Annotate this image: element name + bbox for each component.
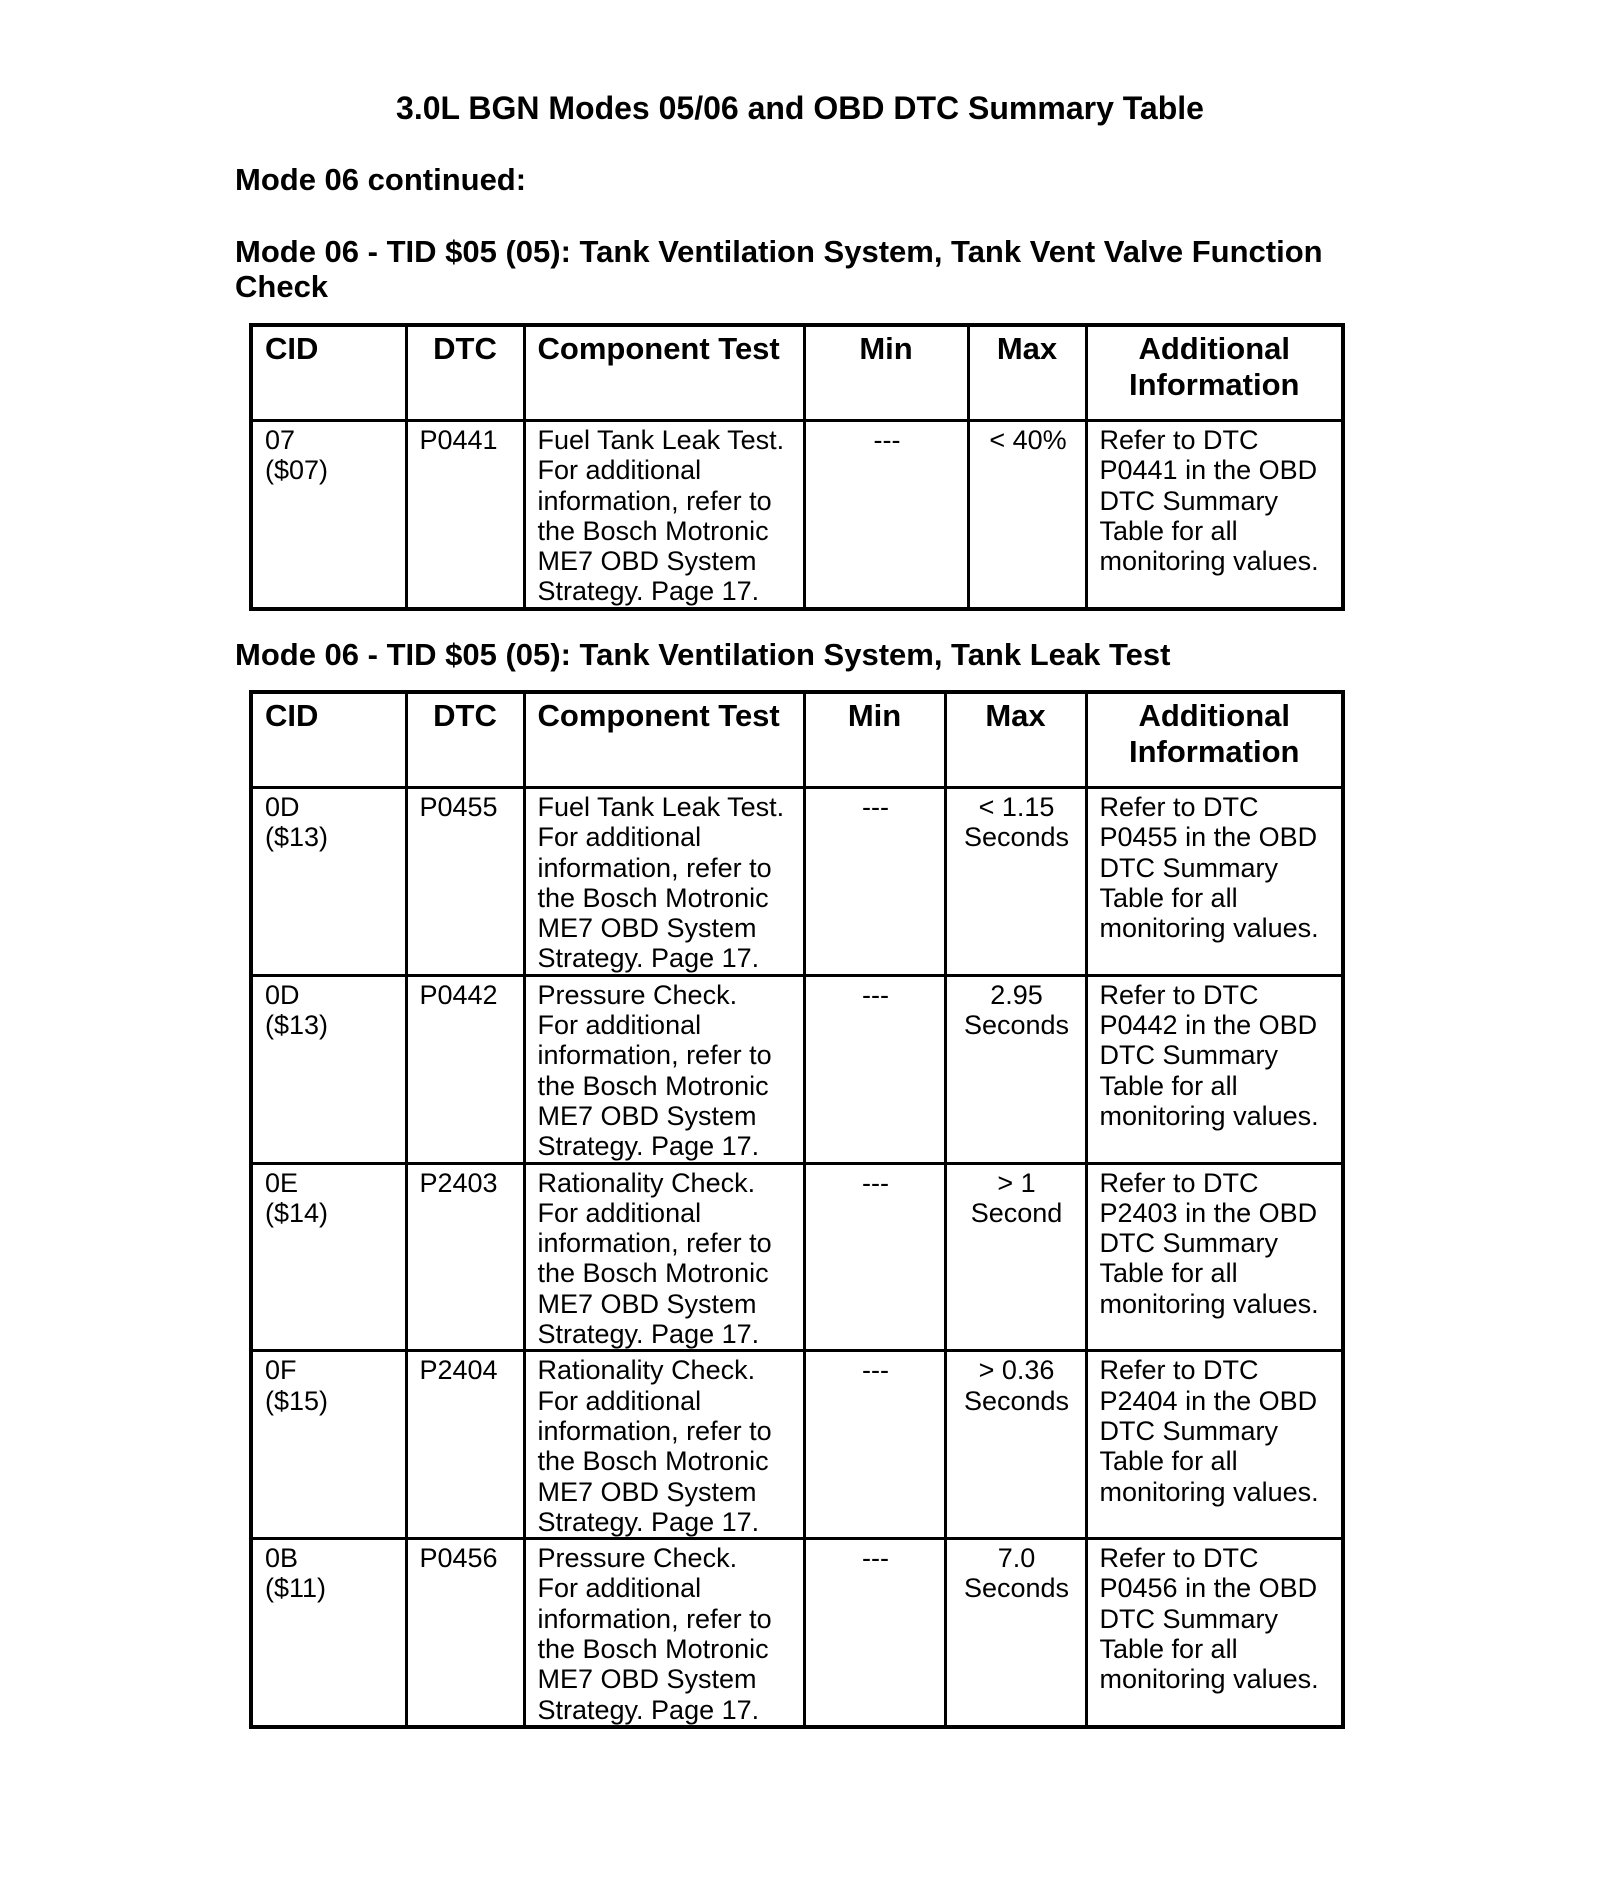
info-line: Refer to DTC <box>1099 1167 1259 1198</box>
col-header-cid: CID <box>251 692 406 788</box>
tank-leak-table <box>249 690 1345 1729</box>
component-test-line: Strategy. Page 17. <box>537 1319 760 1350</box>
info-line: Table for all <box>1099 1634 1238 1665</box>
cid-cell <box>251 1351 406 1539</box>
max-value: > 1 <box>997 1167 1036 1198</box>
additional-info-cell <box>1086 788 1343 976</box>
info-line: monitoring values. <box>1099 1476 1319 1507</box>
component-test-line: the Bosch Motronic <box>537 1634 769 1665</box>
col-header-dtc: DTC <box>406 692 524 788</box>
max-unit: Seconds <box>963 1010 1070 1041</box>
component-test-line: For additional <box>537 1010 702 1041</box>
cid-value: 0E <box>265 1167 299 1198</box>
max-cell <box>945 1163 1086 1351</box>
min-cell: --- <box>804 421 968 609</box>
max-cell <box>945 1539 1086 1727</box>
additional-info-cell <box>1086 1539 1343 1727</box>
dtc-cell: P0442 <box>406 975 524 1163</box>
component-test-line: information, refer to <box>537 1603 772 1634</box>
info-line: monitoring values. <box>1099 1288 1319 1319</box>
info-line: monitoring values. <box>1099 546 1319 577</box>
cid-hex-value: ($07) <box>265 455 329 486</box>
info-line: DTC Summary <box>1099 852 1279 883</box>
info-line: DTC Summary <box>1099 1415 1279 1446</box>
component-test-line: Strategy. Page 17. <box>537 576 760 607</box>
info-line: Refer to DTC <box>1099 1543 1259 1574</box>
cid-hex-value: ($11) <box>265 1573 327 1604</box>
component-test-line: For additional <box>537 1197 702 1228</box>
component-test-line: Strategy. Page 17. <box>537 943 760 974</box>
additional-info-cell <box>1086 1351 1343 1539</box>
component-test-line: the Bosch Motronic <box>537 1446 769 1477</box>
table-row <box>251 975 1343 1163</box>
section-heading-vent-valve: Mode 06 - TID $05 (05): Tank Ventilation System, Tank Vent Valve Function Check <box>235 234 1323 304</box>
component-test-line: information, refer to <box>537 485 772 516</box>
col-header-cid: CID <box>251 325 406 421</box>
component-test-line: Fuel Tank Leak Test. <box>537 792 785 822</box>
cid-hex-value: ($13) <box>265 1010 329 1041</box>
cid-hex-value: ($14) <box>265 1197 329 1228</box>
info-line: DTC Summary <box>1099 1603 1279 1634</box>
info-line: DTC Summary <box>1099 485 1279 516</box>
cid-cell <box>251 1539 406 1727</box>
max-unit: Second <box>970 1197 1063 1228</box>
info-line: DTC Summary <box>1099 1040 1279 1071</box>
component-test-cell <box>524 1163 804 1351</box>
min-cell: --- <box>804 1351 945 1539</box>
info-line: DTC Summary <box>1099 1228 1279 1259</box>
col-header-max: Max <box>945 692 1086 788</box>
component-test-line: For additional <box>537 1385 702 1416</box>
info-line: monitoring values. <box>1099 913 1319 944</box>
cid-value: 07 <box>265 425 296 455</box>
component-test-line: the Bosch Motronic <box>537 882 769 913</box>
component-test-cell <box>524 788 804 976</box>
component-test-cell <box>524 1539 804 1727</box>
cid-cell <box>251 975 406 1163</box>
component-test-line: Pressure Check. <box>537 1543 738 1574</box>
component-test-line: the Bosch Motronic <box>537 1258 769 1289</box>
info-line: P0442 in the OBD <box>1099 1010 1318 1041</box>
component-test-line: Strategy. Page 17. <box>537 1506 760 1537</box>
component-test-line: ME7 OBD System <box>537 1288 757 1319</box>
max-cell <box>945 788 1086 976</box>
min-cell: --- <box>804 1163 945 1351</box>
component-test-line: ME7 OBD System <box>537 1664 757 1695</box>
cid-value: 0F <box>265 1355 297 1386</box>
col-header-min: Min <box>804 692 945 788</box>
cid-value: 0D <box>265 792 300 822</box>
info-line: Table for all <box>1099 882 1238 913</box>
cid-cell <box>251 1163 406 1351</box>
info-line: P2404 in the OBD <box>1099 1385 1318 1416</box>
max-value: > 0.36 <box>978 1355 1055 1386</box>
component-test-line: For additional <box>537 1573 702 1604</box>
cid-cell <box>251 421 406 609</box>
cid-value: 0D <box>265 979 300 1010</box>
component-test-line: For additional <box>537 455 702 486</box>
table-row <box>251 1539 1343 1727</box>
component-test-line: Strategy. Page 17. <box>537 1694 760 1725</box>
component-test-cell <box>524 421 804 609</box>
component-test-line: For additional <box>537 822 702 853</box>
max-value: < 1.15 <box>978 792 1055 822</box>
dtc-cell: P2404 <box>406 1351 524 1539</box>
continued-label: Mode 06 continued: <box>235 162 527 197</box>
table-row <box>251 1351 1343 1539</box>
max-cell <box>968 421 1086 609</box>
max-unit: Seconds <box>963 822 1070 853</box>
min-cell: --- <box>804 1539 945 1727</box>
max-value: < 40% <box>989 425 1067 455</box>
table-header-row <box>251 692 1343 788</box>
info-line: Refer to DTC <box>1099 425 1259 455</box>
col-header-component-test: Component Test <box>524 692 804 788</box>
info-line: Refer to DTC <box>1099 1355 1259 1386</box>
component-test-line: Rationality Check. <box>537 1355 756 1386</box>
component-test-line: the Bosch Motronic <box>537 515 769 546</box>
component-test-line: ME7 OBD System <box>537 1476 757 1507</box>
dtc-cell: P0456 <box>406 1539 524 1727</box>
table-row <box>251 788 1343 976</box>
table-row <box>251 1163 1343 1351</box>
component-test-line: Rationality Check. <box>537 1167 756 1198</box>
component-test-line: the Bosch Motronic <box>537 1070 769 1101</box>
info-line: Table for all <box>1099 1070 1238 1101</box>
additional-info-cell <box>1086 1163 1343 1351</box>
max-unit: Seconds <box>963 1573 1070 1604</box>
max-unit: Seconds <box>963 1385 1070 1416</box>
cid-hex-value: ($15) <box>265 1385 329 1416</box>
component-test-line: Strategy. Page 17. <box>537 1131 760 1162</box>
component-test-line: ME7 OBD System <box>537 913 757 944</box>
info-line: Table for all <box>1099 1258 1238 1289</box>
section-heading-tank-leak: Mode 06 - TID $05 (05): Tank Ventilation System, Tank Leak Test <box>235 637 1171 672</box>
component-test-line: ME7 OBD System <box>537 546 757 577</box>
info-line: P0456 in the OBD <box>1099 1573 1318 1604</box>
min-cell: --- <box>804 788 945 976</box>
info-line: Refer to DTC <box>1099 792 1259 822</box>
component-test-cell <box>524 1351 804 1539</box>
component-test-line: information, refer to <box>537 1228 772 1259</box>
col-header-additional-information: Additional Information <box>1086 692 1343 788</box>
info-line: P2403 in the OBD <box>1099 1197 1318 1228</box>
info-line: monitoring values. <box>1099 1664 1319 1695</box>
additional-info-cell <box>1086 975 1343 1163</box>
component-test-line: Pressure Check. <box>537 979 738 1010</box>
col-header-component-test: Component Test <box>524 325 804 421</box>
max-cell <box>945 1351 1086 1539</box>
max-value: 7.0 <box>997 1543 1036 1574</box>
vent-valve-table <box>249 323 1345 611</box>
component-test-line: ME7 OBD System <box>537 1100 757 1131</box>
info-line: Table for all <box>1099 515 1238 546</box>
dtc-cell: P0455 <box>406 788 524 976</box>
component-test-line: information, refer to <box>537 852 772 883</box>
additional-info-cell <box>1086 421 1343 609</box>
min-cell: --- <box>804 975 945 1163</box>
component-test-cell <box>524 975 804 1163</box>
col-header-dtc: DTC <box>406 325 524 421</box>
col-header-min: Min <box>804 325 968 421</box>
info-line: Refer to DTC <box>1099 979 1259 1010</box>
col-header-max: Max <box>968 325 1086 421</box>
cid-value: 0B <box>265 1543 299 1574</box>
table-header-row <box>251 325 1343 421</box>
info-line: Table for all <box>1099 1446 1238 1477</box>
max-cell <box>945 975 1086 1163</box>
cid-hex-value: ($13) <box>265 822 329 853</box>
component-test-line: Fuel Tank Leak Test. <box>537 425 785 455</box>
info-line: monitoring values. <box>1099 1100 1319 1131</box>
cid-cell <box>251 788 406 976</box>
dtc-cell: P0441 <box>406 421 524 609</box>
max-value: 2.95 <box>990 979 1043 1010</box>
table-row <box>251 421 1343 609</box>
document-title: 3.0L BGN Modes 05/06 and OBD DTC Summary Table <box>396 90 1204 126</box>
info-line: P0455 in the OBD <box>1099 822 1318 853</box>
col-header-additional-information: Additional Information <box>1086 325 1343 421</box>
info-line: P0441 in the OBD <box>1099 455 1318 486</box>
component-test-line: information, refer to <box>537 1040 772 1071</box>
dtc-cell: P2403 <box>406 1163 524 1351</box>
component-test-line: information, refer to <box>537 1415 772 1446</box>
